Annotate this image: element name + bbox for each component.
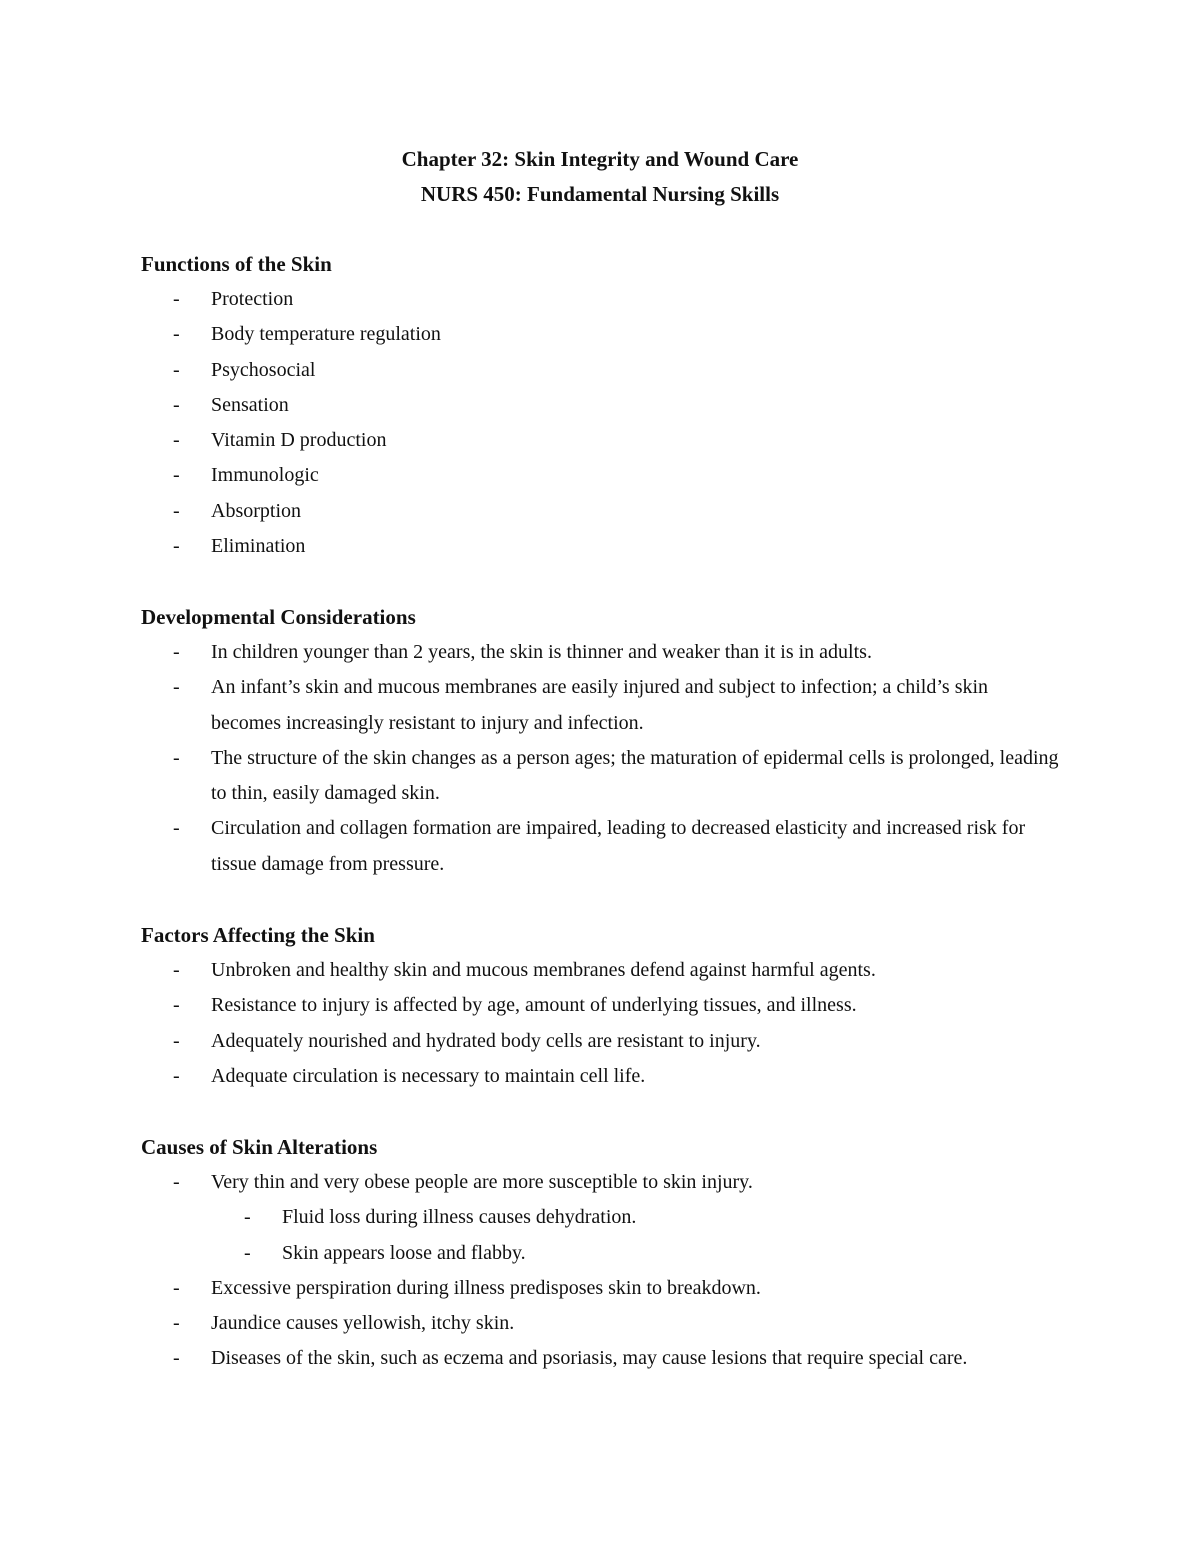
- list-item-text: In children younger than 2 years, the skin is thinner and weaker than it is in adults.: [211, 641, 872, 663]
- list-item-text: Adequately nourished and hydrated body cells are resistant to injury.: [211, 1029, 761, 1052]
- course-subtitle: NURS 450: Fundamental Nursing Skills: [420, 182, 780, 206]
- list-item: [141, 670, 1061, 741]
- list-item-text: Adequate circulation is necessary to maintain cell life.: [211, 1064, 646, 1087]
- dash-bullet: -: [173, 1276, 180, 1299]
- dash-bullet: -: [173, 1171, 180, 1193]
- bullet-list: [141, 1165, 1061, 1200]
- section-functions-of-the-skin: [141, 247, 1061, 564]
- list-item-text: Elimination: [211, 535, 306, 558]
- dash-bullet: -: [173, 817, 180, 840]
- dash-bullet: -: [244, 1206, 251, 1229]
- dash-bullet: -: [173, 429, 180, 452]
- list-item-text: Diseases of the skin, such as eczema and psoriasis, may cause lesions that require special care.: [211, 1347, 968, 1370]
- bullet-list: [141, 953, 1061, 1094]
- dash-bullet: -: [173, 358, 180, 381]
- list-item-text: Excessive perspiration during illness predisposes skin to breakdown.: [211, 1276, 761, 1299]
- sub-list-item: [141, 1236, 1061, 1271]
- list-item: [141, 635, 1061, 670]
- list-item: [141, 1024, 1061, 1059]
- section-causes-of-skin-alterations: [141, 1130, 1061, 1377]
- section-heading: Causes of Skin Alterations: [141, 1135, 378, 1159]
- dash-bullet: -: [244, 1241, 251, 1264]
- list-item: [141, 741, 1061, 812]
- list-item: [141, 494, 1061, 529]
- list-item-text: Unbroken and healthy skin and mucous membranes defend against harmful agents.: [211, 959, 876, 981]
- list-item-text: Jaundice causes yellowish, itchy skin.: [211, 1312, 515, 1335]
- section-heading: Functions of the Skin: [141, 252, 332, 276]
- section-heading: Developmental Considerations: [141, 605, 416, 629]
- dash-bullet: -: [173, 393, 180, 416]
- list-item: [141, 1306, 1061, 1341]
- section-developmental-considerations: [141, 600, 1061, 882]
- list-item-text: Immunologic: [211, 464, 319, 487]
- list-item-text: Skin appears loose and flabby.: [282, 1241, 526, 1264]
- list-item-text: Fluid loss during illness causes dehydration.: [282, 1206, 637, 1229]
- list-item-text: Sensation: [211, 393, 289, 416]
- page-title: Chapter 32: Skin Integrity and Wound Care: [401, 147, 799, 171]
- list-item: [141, 1271, 1061, 1306]
- dash-bullet: -: [173, 535, 180, 558]
- dash-bullet: -: [173, 1312, 180, 1335]
- list-item-text: Very thin and very obese people are more susceptible to skin injury.: [211, 1171, 753, 1193]
- list-item-text: Absorption: [211, 499, 301, 522]
- dash-bullet: -: [173, 1029, 180, 1052]
- list-item: [141, 953, 1061, 988]
- list-item: [141, 988, 1061, 1023]
- list-item-text: An infant’s skin and mucous membranes are easily injured and subject to infection; a child’s skin becomes increasingly resistant to injury and infection.: [211, 676, 989, 734]
- dash-bullet: -: [173, 464, 180, 487]
- list-item: [141, 1059, 1061, 1094]
- bullet-list-continued: [141, 1271, 1061, 1377]
- list-item: [141, 1341, 1061, 1376]
- list-item: [141, 529, 1061, 564]
- list-item-text: Protection: [211, 288, 294, 310]
- sub-list-item: [141, 1200, 1061, 1235]
- title-block: [0, 142, 1200, 212]
- list-item: [141, 282, 1061, 317]
- list-item: [141, 317, 1061, 352]
- list-item: [141, 1165, 1061, 1200]
- section-factors-affecting-the-skin: [141, 918, 1061, 1094]
- section-heading: Factors Affecting the Skin: [141, 923, 375, 947]
- list-item-text: Vitamin D production: [211, 429, 387, 452]
- list-item: [141, 811, 1061, 882]
- dash-bullet: -: [173, 323, 180, 346]
- list-item: [141, 458, 1061, 493]
- list-item: [141, 353, 1061, 388]
- sub-bullet-list: [141, 1200, 1061, 1271]
- dash-bullet: -: [173, 959, 180, 981]
- list-item-text: Body temperature regulation: [211, 323, 441, 346]
- dash-bullet: -: [173, 676, 180, 699]
- dash-bullet: -: [173, 288, 180, 310]
- dash-bullet: -: [173, 1347, 180, 1370]
- dash-bullet: -: [173, 994, 180, 1017]
- dash-bullet: -: [173, 746, 180, 769]
- list-item: [141, 423, 1061, 458]
- list-item-text: The structure of the skin changes as a person ages; the maturation of epidermal cells is prolonged, leading to thin, easily damaged skin.: [211, 746, 1059, 805]
- dash-bullet: -: [173, 499, 180, 522]
- bullet-list: [141, 282, 1061, 564]
- dash-bullet: -: [173, 1064, 180, 1087]
- bullet-list: [141, 635, 1061, 882]
- list-item-text: Circulation and collagen formation are impaired, leading to decreased elasticity and increased risk for tissue damage from pressure.: [211, 817, 1026, 875]
- list-item-text: Psychosocial: [211, 358, 316, 381]
- list-item: [141, 388, 1061, 423]
- dash-bullet: -: [173, 641, 180, 663]
- list-item-text: Resistance to injury is affected by age, amount of underlying tissues, and illness.: [211, 994, 857, 1017]
